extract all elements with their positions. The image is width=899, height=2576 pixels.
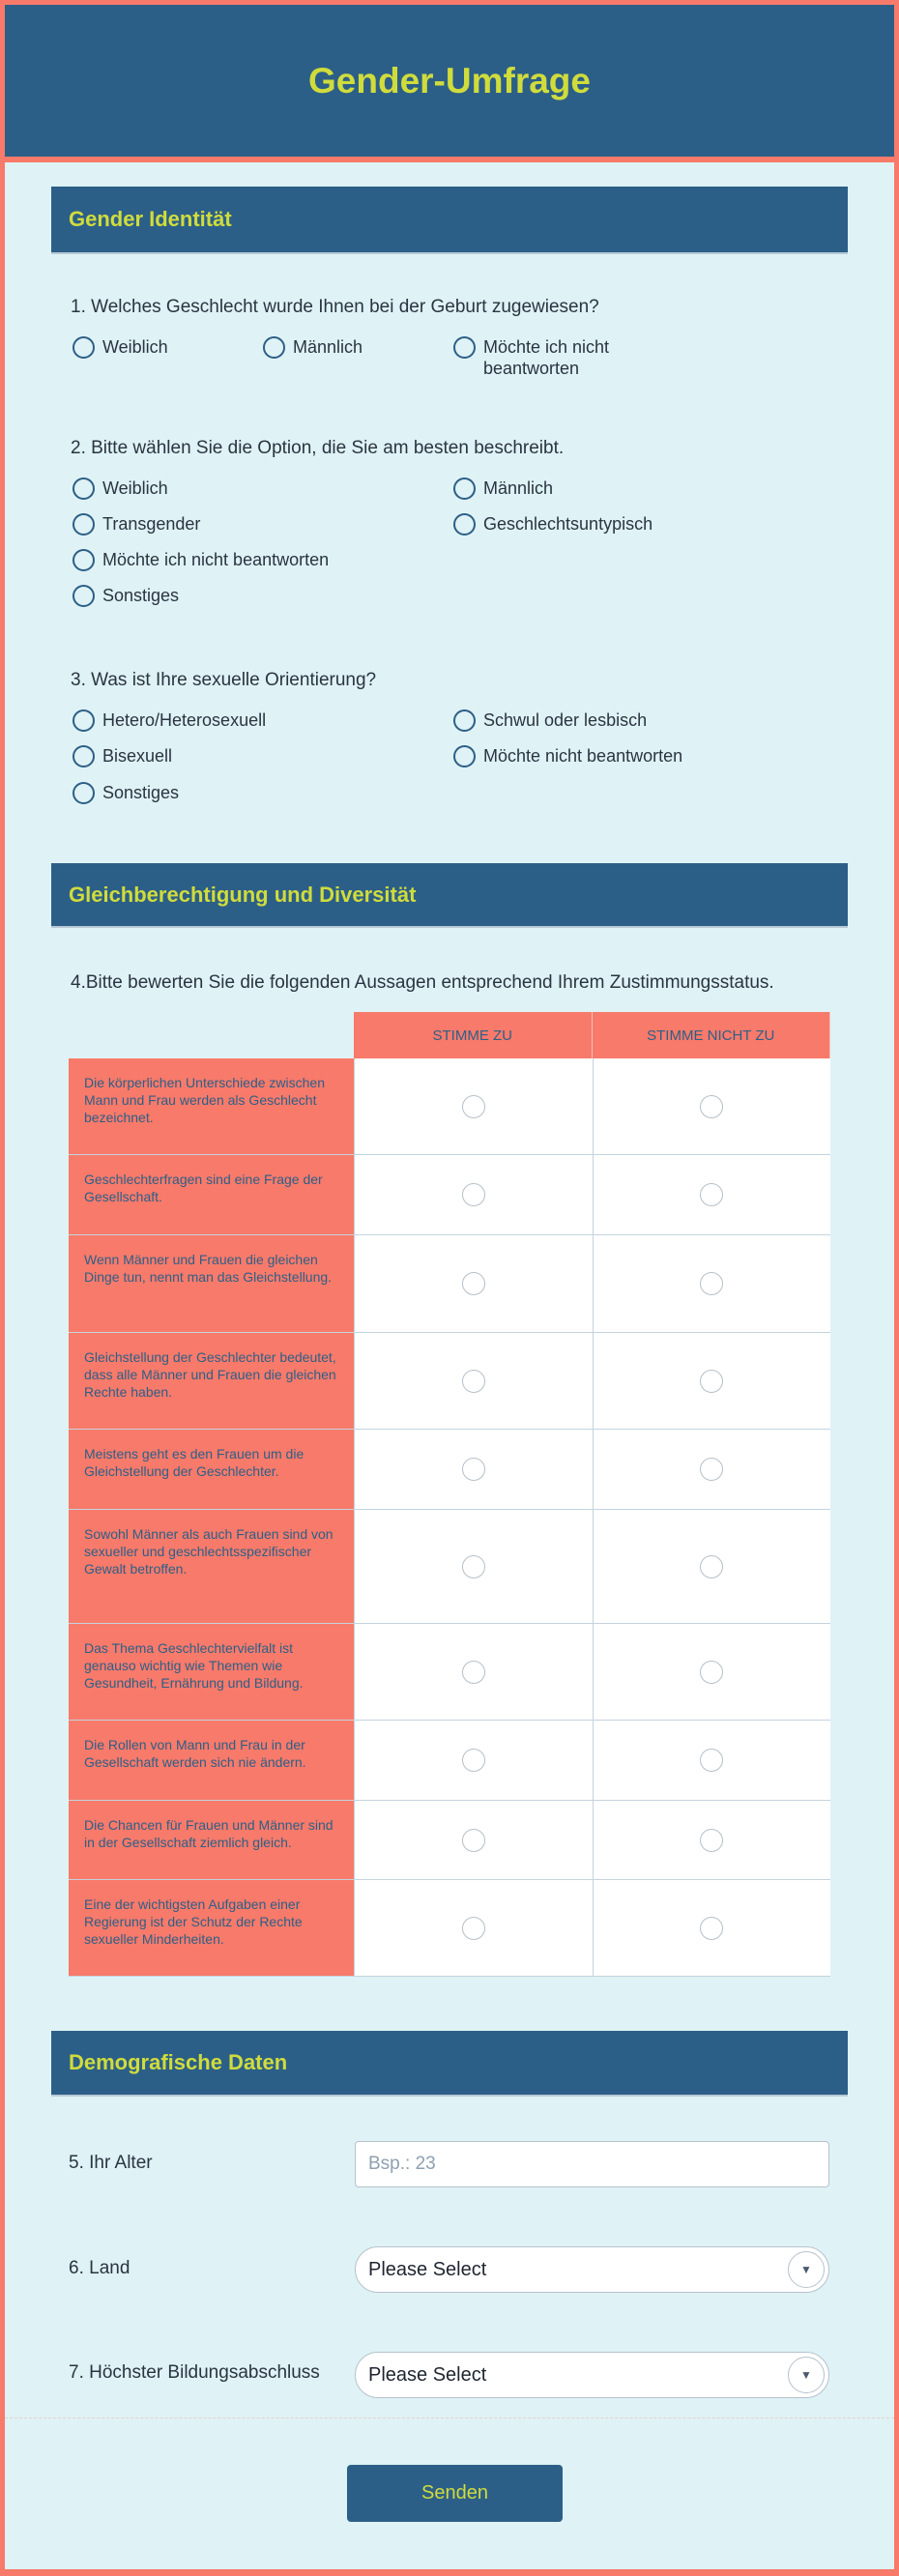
matrix-row-label: Wenn Männer und Frauen die gleichen Dinge tun, nennt man das Gleichstellung. [69, 1235, 354, 1332]
age-label: 5. Ihr Alter [69, 2153, 153, 2173]
chevron-down-icon[interactable]: ▼ [788, 2357, 825, 2393]
radio-disagree[interactable] [700, 1555, 723, 1578]
matrix-cell-agree [354, 1155, 593, 1234]
matrix-cell-agree [354, 1880, 593, 1976]
radio-agree[interactable] [462, 1661, 485, 1684]
option-label: Bisexuell [102, 746, 173, 766]
q2-option-maennlich[interactable] [453, 478, 553, 500]
radio-icon[interactable] [72, 549, 95, 571]
matrix-header [354, 1012, 830, 1058]
radio-icon[interactable] [72, 745, 95, 767]
radio-agree[interactable] [462, 1917, 485, 1940]
radio-icon[interactable] [72, 585, 95, 607]
matrix-cell-disagree [593, 1510, 831, 1623]
radio-disagree[interactable] [700, 1370, 723, 1393]
question-2-label: 2. Bitte wählen Sie die Option, die Sie am besten beschreibt. [71, 438, 565, 458]
q1-option-keine-antwort[interactable] [453, 336, 647, 379]
radio-disagree[interactable] [700, 1829, 723, 1852]
matrix-row [69, 1624, 830, 1721]
column-header-disagree: STIMME NICHT ZU [593, 1012, 831, 1058]
matrix-cell-agree [354, 1624, 593, 1720]
age-input[interactable] [355, 2141, 829, 2187]
q3-option-sonstiges[interactable] [72, 782, 179, 804]
form-body [5, 162, 894, 2569]
matrix-row [69, 1801, 830, 1880]
matrix-row [69, 1235, 830, 1333]
radio-agree[interactable] [462, 1555, 485, 1578]
section-header-demographics: Demografische Daten [51, 2031, 848, 2097]
option-label: Weiblich [102, 337, 168, 357]
matrix-rows [69, 1058, 830, 1977]
radio-agree[interactable] [462, 1749, 485, 1772]
country-select[interactable] [355, 2246, 829, 2293]
education-label: 7. Höchster Bildungsabschluss [69, 2362, 320, 2383]
radio-agree[interactable] [462, 1370, 485, 1393]
agreement-matrix [69, 1012, 830, 1977]
section-header-equality-diversity: Gleichberechtigung und Diversität [51, 863, 848, 928]
option-label: Weiblich [102, 478, 168, 498]
question-3-label: 3. Was ist Ihre sexuelle Orientierung? [71, 670, 377, 690]
q2-option-sonstiges[interactable] [72, 585, 179, 607]
submit-button[interactable]: Senden [347, 2465, 563, 2522]
radio-agree[interactable] [462, 1183, 485, 1206]
option-label: Hetero/Heterosexuell [102, 710, 267, 730]
option-label: Möchte ich nicht beantworten [102, 550, 330, 569]
question-1-label: 1. Welches Geschlecht wurde Ihnen bei der Geburt zugewiesen? [71, 297, 599, 317]
matrix-cell-agree [354, 1801, 593, 1879]
q1-option-maennlich[interactable] [263, 336, 362, 359]
option-label: Transgender [102, 514, 201, 534]
radio-icon[interactable] [72, 782, 95, 804]
q3-option-schwul-lesbisch[interactable] [453, 709, 647, 732]
column-header-agree: STIMME ZU [354, 1012, 593, 1058]
radio-icon[interactable] [453, 478, 476, 500]
matrix-row [69, 1430, 830, 1510]
matrix-cell-agree [354, 1058, 593, 1154]
matrix-row-label: Das Thema Geschlechtervielfalt ist genauso wichtig wie Themen wie Gesundheit, Ernährung und Bildung. [69, 1624, 354, 1720]
education-select[interactable] [355, 2352, 829, 2398]
matrix-cell-disagree [593, 1801, 831, 1879]
radio-icon[interactable] [263, 336, 285, 359]
matrix-row-label: Die Rollen von Mann und Frau in der Gesellschaft werden sich nie ändern. [69, 1721, 354, 1800]
country-label: 6. Land [69, 2258, 130, 2278]
education-select-value: Please Select [368, 2363, 487, 2386]
radio-agree[interactable] [462, 1829, 485, 1852]
matrix-cell-disagree [593, 1880, 831, 1976]
matrix-cell-disagree [593, 1235, 831, 1332]
matrix-row-label: Die Chancen für Frauen und Männer sind in der Gesellschaft ziemlich gleich. [69, 1801, 354, 1879]
matrix-row [69, 1880, 830, 1977]
matrix-cell-agree [354, 1510, 593, 1623]
form-title: Gender-Umfrage [308, 60, 591, 101]
radio-disagree[interactable] [700, 1917, 723, 1940]
matrix-cell-disagree [593, 1155, 831, 1234]
matrix-row [69, 1721, 830, 1801]
matrix-row [69, 1058, 830, 1155]
matrix-row-label: Geschlechterfragen sind eine Frage der Gesellschaft. [69, 1155, 354, 1234]
option-label: Geschlechtsuntypisch [483, 514, 653, 534]
matrix-cell-disagree [593, 1624, 831, 1720]
matrix-row [69, 1155, 830, 1235]
question-4-label: 4.Bitte bewerten Sie die folgenden Aussagen entsprechend Ihrem Zustimmungsstatus. [71, 972, 774, 993]
q3-option-keine-antwort[interactable] [453, 745, 682, 767]
matrix-cell-disagree [593, 1430, 831, 1509]
section-header-gender-identity: Gender Identität [51, 187, 848, 254]
radio-disagree[interactable] [700, 1183, 723, 1206]
matrix-row-label: Gleichstellung der Geschlechter bedeutet, dass alle Männer und Frauen die gleichen Rechte haben. [69, 1333, 354, 1429]
matrix-row-label: Meistens geht es den Frauen um die Gleichstellung der Geschlechter. [69, 1430, 354, 1509]
matrix-row-label: Sowohl Männer als auch Frauen sind von sexueller und geschlechtsspezifischer Gewalt betroffen. [69, 1510, 354, 1623]
radio-icon[interactable] [453, 336, 476, 359]
radio-agree[interactable] [462, 1095, 485, 1118]
q2-option-keine-antwort[interactable] [72, 549, 329, 571]
option-label: Männlich [293, 337, 363, 357]
radio-icon[interactable] [72, 336, 95, 359]
radio-disagree[interactable] [700, 1661, 723, 1684]
radio-icon[interactable] [453, 513, 476, 535]
option-label: Männlich [483, 478, 554, 498]
radio-disagree[interactable] [700, 1749, 723, 1772]
radio-disagree[interactable] [700, 1095, 723, 1118]
radio-disagree[interactable] [700, 1272, 723, 1295]
matrix-cell-disagree [593, 1333, 831, 1429]
matrix-row-label: Eine der wichtigsten Aufgaben einer Regierung ist der Schutz der Rechte sexueller Minderheiten. [69, 1880, 354, 1976]
matrix-cell-agree [354, 1430, 593, 1509]
country-select-value: Please Select [368, 2258, 487, 2280]
matrix-cell-agree [354, 1333, 593, 1429]
matrix-cell-agree [354, 1235, 593, 1332]
divider [5, 2417, 894, 2418]
radio-agree[interactable] [462, 1458, 485, 1481]
radio-icon[interactable] [453, 745, 476, 767]
matrix-cell-disagree [593, 1058, 831, 1154]
option-label: Möchte nicht beantworten [483, 746, 683, 766]
option-label: Möchte ich nicht beantworten [483, 337, 610, 378]
option-label: Sonstiges [102, 783, 180, 802]
form-header [5, 5, 894, 157]
option-label: Schwul oder lesbisch [483, 710, 648, 730]
radio-icon[interactable] [453, 709, 476, 732]
option-label: Sonstiges [102, 586, 180, 605]
matrix-row-label: Die körperlichen Unterschiede zwischen Mann und Frau werden als Geschlecht bezeichnet. [69, 1058, 354, 1154]
chevron-down-icon[interactable]: ▼ [788, 2251, 825, 2288]
radio-icon[interactable] [72, 478, 95, 500]
matrix-cell-agree [354, 1721, 593, 1800]
radio-icon[interactable] [72, 709, 95, 732]
radio-agree[interactable] [462, 1272, 485, 1295]
q3-option-bisexuell[interactable] [72, 745, 172, 767]
matrix-cell-disagree [593, 1721, 831, 1800]
radio-icon[interactable] [72, 513, 95, 535]
q3-option-hetero[interactable] [72, 709, 266, 732]
matrix-row [69, 1333, 830, 1430]
radio-disagree[interactable] [700, 1458, 723, 1481]
q2-option-weiblich[interactable] [72, 478, 168, 500]
q2-option-geschlechtsuntypisch[interactable] [453, 513, 652, 535]
matrix-row [69, 1510, 830, 1624]
q2-option-transgender[interactable] [72, 513, 200, 535]
q1-option-weiblich[interactable] [72, 336, 168, 359]
